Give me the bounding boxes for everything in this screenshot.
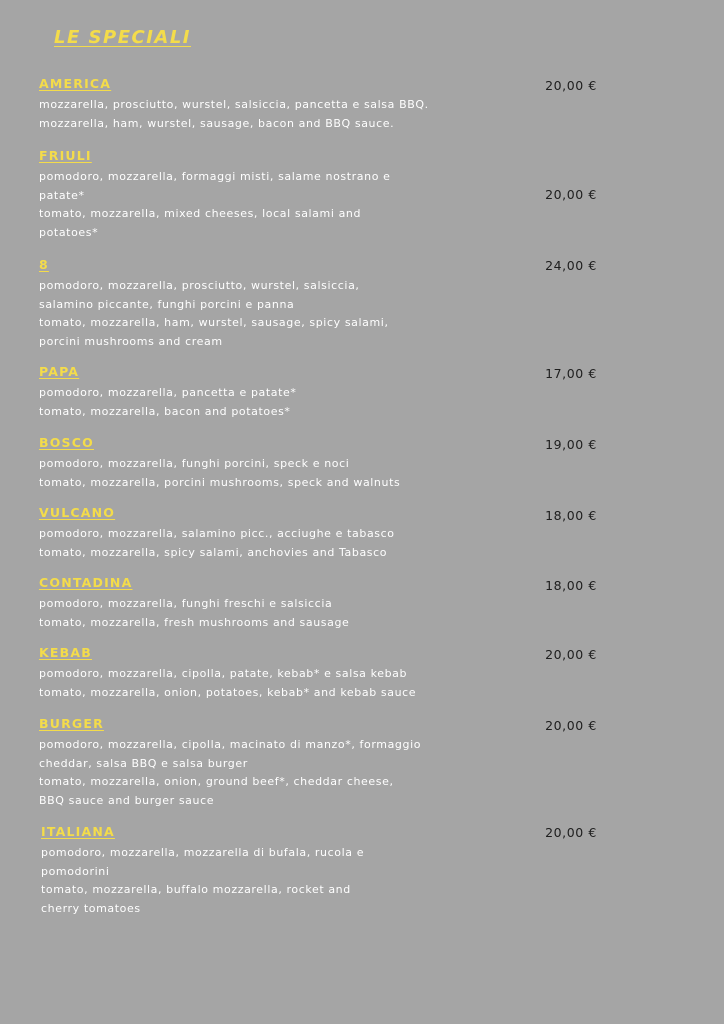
item-price: 18,00 € [545, 578, 597, 593]
description-line: porcini mushrooms and cream [39, 334, 223, 348]
item-description [39, 96, 429, 133]
description-line: pomodoro, mozzarella, salamino picc., acciughe e tabasco [39, 527, 395, 540]
item-price: 20,00 € [545, 647, 597, 662]
description-line: pomodoro, mozzarella, prosciutto, wurstel, salsiccia, [39, 279, 360, 292]
description-line: cheddar, salsa BBQ e salsa burger [39, 756, 248, 770]
item-price: 17,00 € [545, 366, 597, 381]
description-line: mozzarella, prosciutto, wurstel, salsiccia, pancetta e salsa BBQ. [39, 98, 429, 111]
description-line: tomato, mozzarella, onion, potatoes, kebab* and kebab sauce [39, 685, 417, 699]
item-name: BURGER [39, 716, 104, 731]
description-line: pomodoro, mozzarella, formaggi misti, salame nostrano e [39, 170, 391, 183]
item-description [39, 665, 416, 702]
item-name: BOSCO [39, 435, 94, 450]
description-line: tomato, mozzarella, bacon and potatoes* [39, 404, 291, 418]
item-price: 20,00 € [545, 825, 597, 840]
description-line: pomodoro, mozzarella, cipolla, patate, kebab* e salsa kebab [39, 667, 408, 680]
item-name: VULCANO [39, 505, 116, 520]
item-description [39, 525, 395, 562]
item-price: 20,00 € [545, 78, 597, 93]
description-line: pomodoro, mozzarella, pancetta e patate* [39, 386, 297, 399]
description-line: pomodoro, mozzarella, mozzarella di bufala, rucola e [41, 846, 365, 859]
item-price: 18,00 € [545, 508, 597, 523]
item-name: 8 [39, 257, 49, 272]
item-description [39, 736, 421, 810]
description-line: pomodoro, mozzarella, cipolla, macinato di manzo*, formaggio [39, 738, 422, 751]
description-line: tomato, mozzarella, onion, ground beef*, cheddar cheese, [39, 775, 394, 789]
description-line: tomato, mozzarella, buffalo mozzarella, rocket and [41, 883, 351, 897]
item-price: 24,00 € [545, 258, 597, 273]
description-line: potatoes* [39, 225, 99, 239]
item-price: 19,00 € [545, 437, 597, 452]
description-line: pomodorini [41, 864, 110, 878]
description-line: tomato, mozzarella, ham, wurstel, sausage, spicy salami, [39, 316, 389, 330]
description-line: tomato, mozzarella, mixed cheeses, local salami and [39, 207, 362, 221]
description-line: tomato, mozzarella, fresh mushrooms and sausage [39, 615, 350, 629]
description-line: pomodoro, mozzarella, funghi porcini, speck e noci [39, 457, 350, 470]
item-description [39, 455, 400, 492]
description-line: tomato, mozzarella, porcini mushrooms, speck and walnuts [39, 475, 401, 489]
item-name: KEBAB [39, 645, 92, 660]
item-name: AMERICA [39, 76, 112, 91]
description-line: BBQ sauce and burger sauce [39, 793, 215, 807]
description-line: pomodoro, mozzarella, funghi freschi e salsiccia [39, 597, 333, 610]
item-price: 20,00 € [545, 718, 597, 733]
item-description [41, 844, 364, 918]
description-line: tomato, mozzarella, spicy salami, anchovies and Tabasco [39, 545, 388, 559]
item-description [39, 277, 389, 351]
item-description [39, 384, 297, 421]
item-name: FRIULI [39, 148, 92, 163]
description-line: patate* [39, 188, 85, 202]
item-name: CONTADINA [39, 575, 133, 590]
item-name: ITALIANA [41, 824, 115, 839]
description-line: salamino piccante, funghi porcini e panna [39, 297, 295, 311]
item-description [39, 168, 391, 242]
item-description [39, 595, 349, 632]
item-name: PAPA [39, 364, 80, 379]
menu-title: LE SPECIALI [54, 27, 191, 48]
description-line: cherry tomatoes [41, 901, 141, 915]
description-line: mozzarella, ham, wurstel, sausage, bacon and BBQ sauce. [39, 116, 395, 130]
item-price: 20,00 € [545, 187, 597, 202]
